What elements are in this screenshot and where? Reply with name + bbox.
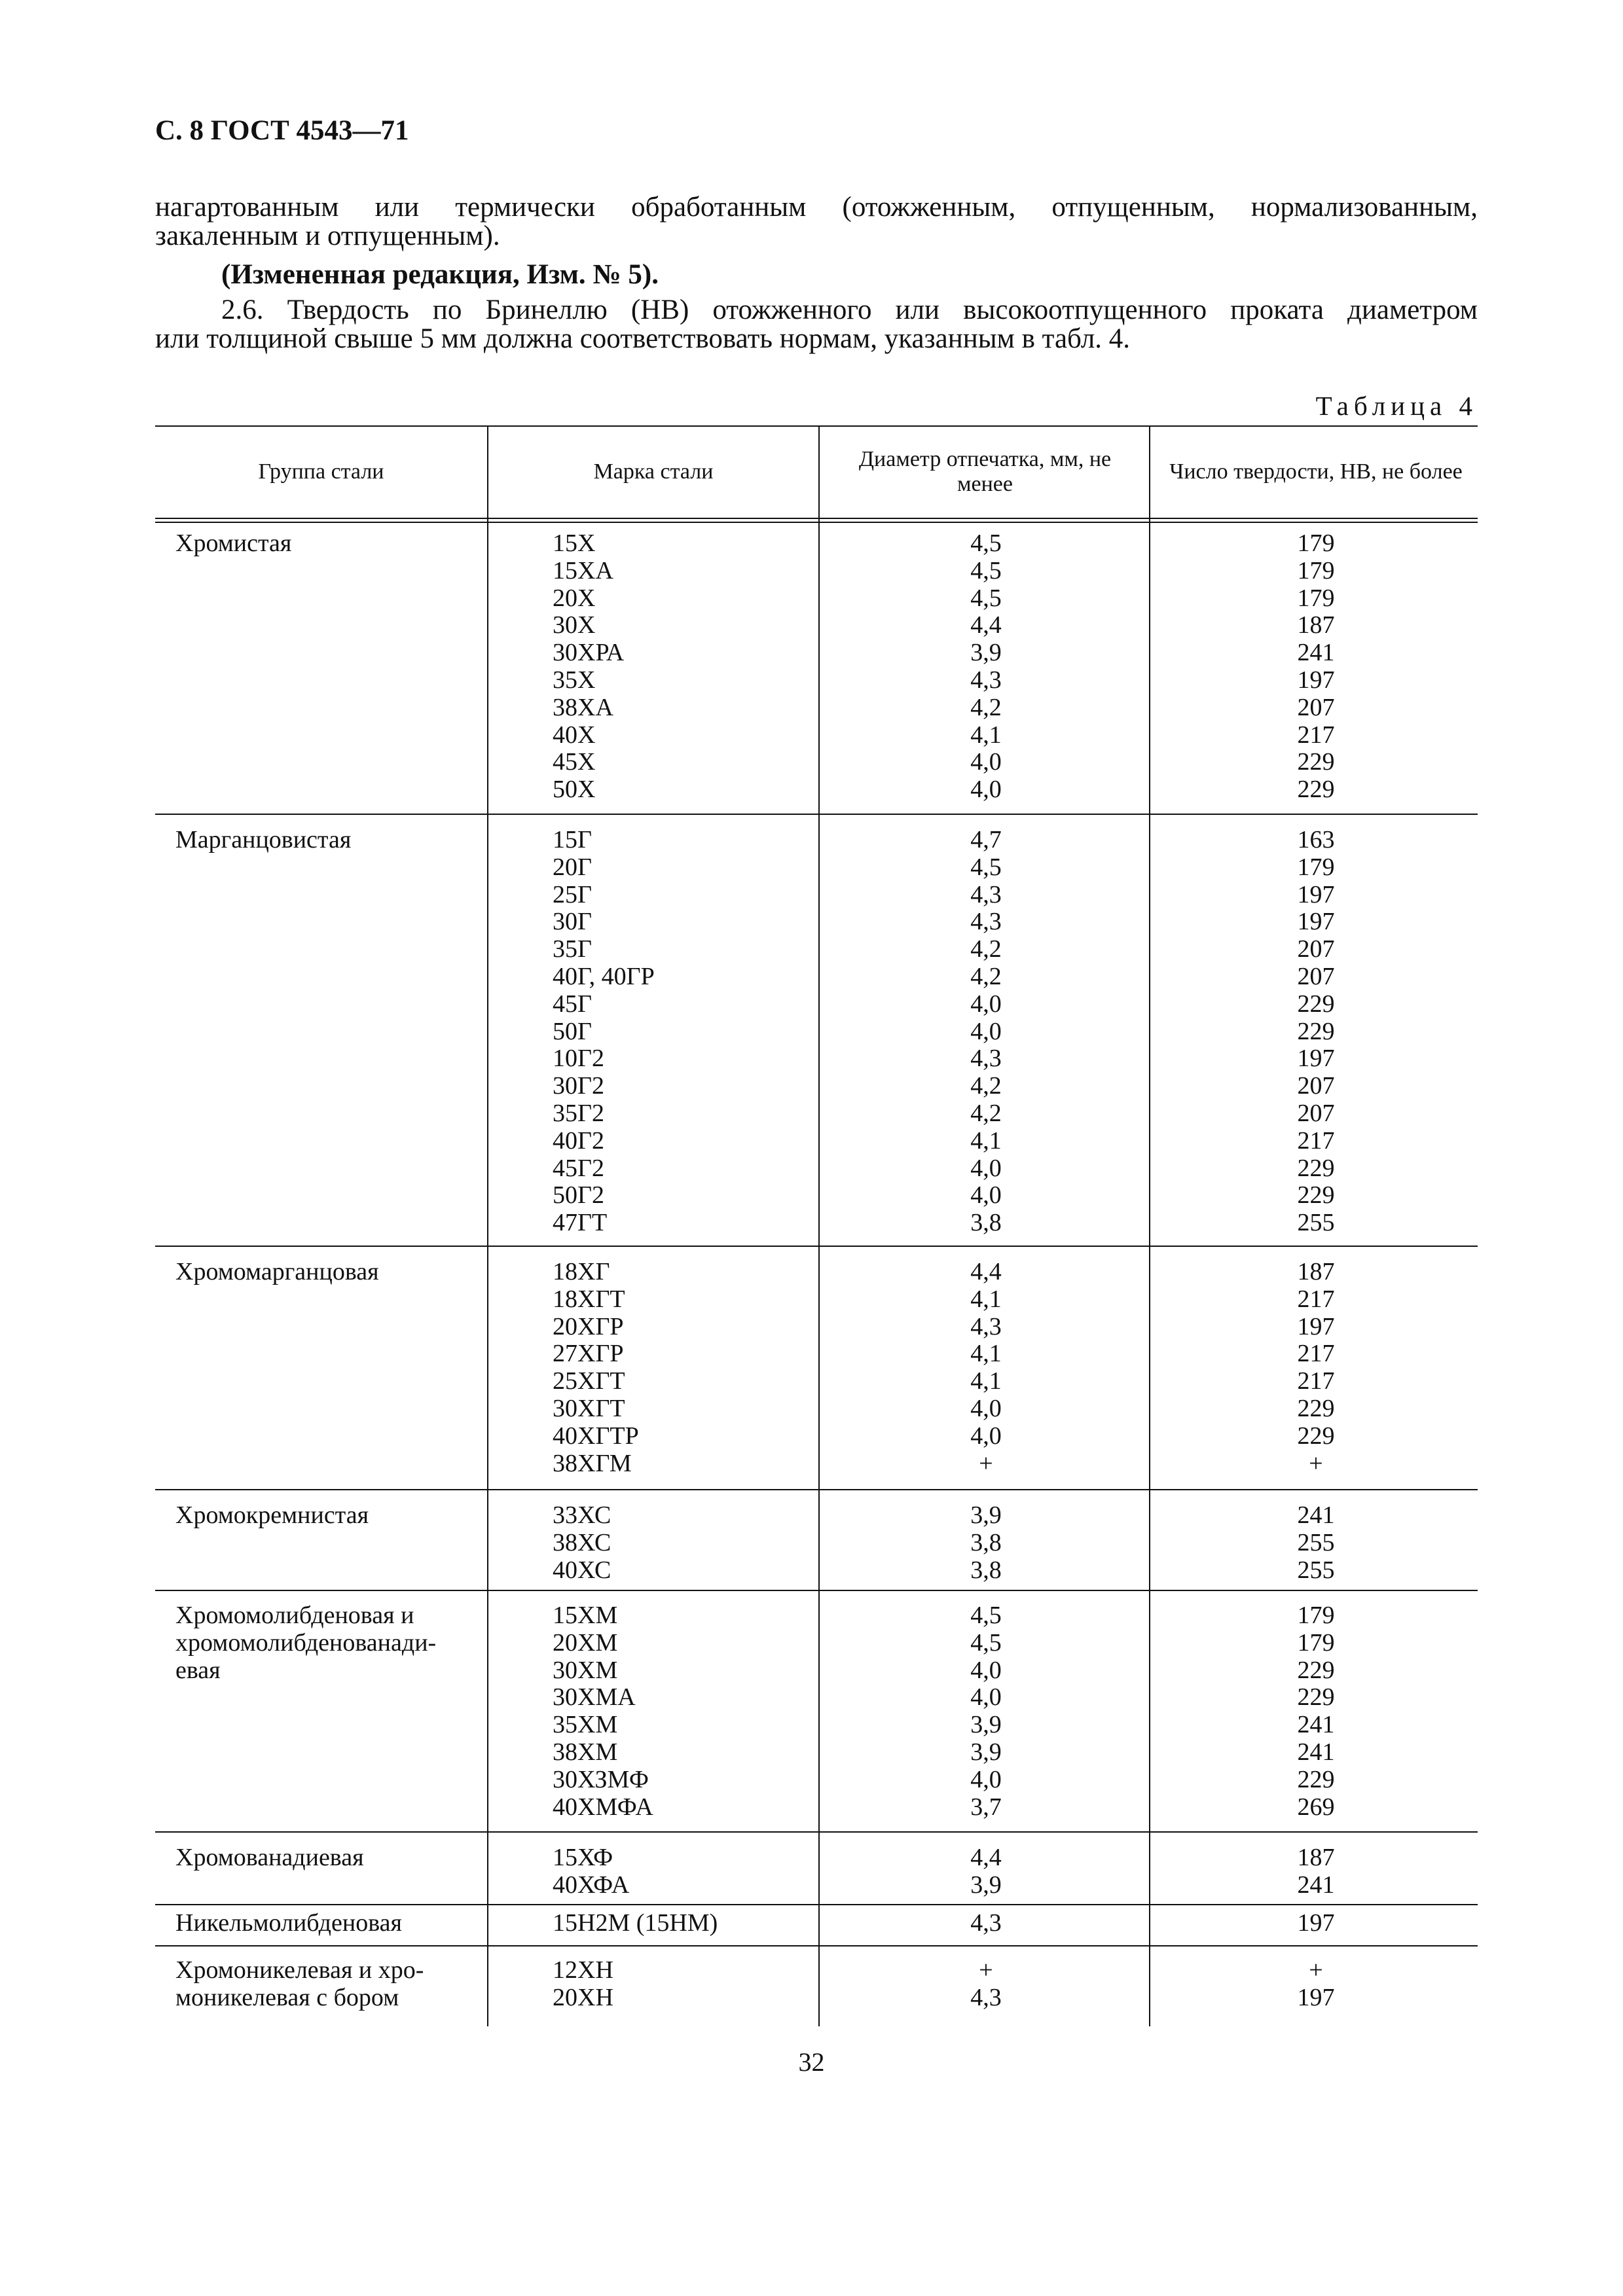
group-name: Хромомолибденовая и хромомолибденованади- евая [175,1602,437,1684]
group-separator [155,1590,1478,1591]
grade-list: 12ХН 20ХН [553,1956,613,2011]
grade-list: 15Х 15ХА 20Х 30Х 30ХРА 35Х 38ХА 40Х 45Х 50Х [553,529,625,804]
group-separator [155,1904,1478,1905]
header-diameter: Диаметр отпечатка, мм, не менее [858,447,1112,496]
hardness-list: 163 179 197 197 207 207 229 229 197 207 207 217 229 229 255 [1297,826,1335,1237]
diameter-list: 4,5 4,5 4,0 4,0 3,9 3,9 4,0 3,7 [970,1602,1002,1821]
group-name: Хромоникелевая и хро- моникелевая с бором [175,1956,424,2011]
diameter-list: 4,4 4,1 4,3 4,1 4,1 4,0 4,0 + [970,1258,1002,1477]
grade-list: 18ХГ 18ХГТ 20ХГР 27ХГР 25ХГТ 30ХГТ 40ХГТР 38ХГМ [553,1258,639,1477]
header-group: Группа стали [258,459,384,484]
paragraph-1-line-1: нагартованным или термически обработанным (отожженным, отпущенным, нормализованным, [155,192,1478,223]
hardness-list: 241 255 255 [1297,1501,1335,1584]
group-name: Никельмолибденовая [175,1909,403,1937]
grade-list: 33ХС 38ХС 40ХС [553,1501,611,1584]
group-name: Хромистая [175,529,292,557]
group-name: Хромокремнистая [175,1501,369,1529]
hardness-list: 179 179 229 229 241 241 229 269 [1297,1602,1335,1821]
diameter-list: 4,5 4,5 4,5 4,4 3,9 4,3 4,2 4,1 4,0 4,0 [970,529,1002,804]
document-header: С. 8 ГОСТ 4543—71 [155,115,409,146]
group-name: Хромомарганцовая [175,1258,379,1285]
table-caption: Таблица 4 [1315,391,1478,421]
group-separator [155,1489,1478,1490]
hardness-list: 187 217 197 217 217 229 229 + [1297,1258,1335,1477]
header-bottom-rule [155,518,1478,519]
column-divider-2 [818,425,820,2026]
hardness-list: + 197 [1297,1956,1335,2011]
diameter-list: 4,7 4,5 4,3 4,3 4,2 4,2 4,0 4,0 4,3 4,2 4,2 4,1 4,0 4,0 3,8 [970,826,1002,1237]
header-bottom-rule-2 [155,522,1478,523]
grade-list: 15Н2М (15НМ) [553,1909,718,1937]
amendment-note: (Измененная редакция, Изм. № 5). [221,259,659,290]
group-name: Хромованадиевая [175,1844,364,1871]
paragraph-1-line-2: закаленным и отпущенным). [155,221,500,251]
hardness-list: 187 241 [1297,1844,1335,1899]
diameter-list: 4,3 [970,1909,1002,1937]
page-number: 32 [798,2047,825,2077]
grade-list: 15ХФ 40ХФА [553,1844,630,1899]
group-separator [155,814,1478,815]
paragraph-2-line-2: или толщиной свыше 5 мм должна соответствовать нормам, указанным в табл. 4. [155,323,1131,354]
header-hardness: Число твердости, НВ, не более [1169,459,1463,484]
diameter-list: + 4,3 [970,1956,1002,2011]
header-grade: Марка стали [593,459,714,484]
hardness-list: 197 [1297,1909,1335,1937]
diameter-list: 4,4 3,9 [970,1844,1002,1899]
group-separator [155,1945,1478,1946]
column-divider-1 [487,425,488,2026]
group-separator [155,1831,1478,1833]
grade-list: 15Г 20Г 25Г 30Г 35Г 40Г, 40ГР 45Г 50Г 10Г2 30Г2 35Г2 40Г2 45Г2 50Г2 47ГТ [553,826,655,1237]
paragraph-2-line-1: 2.6. Твердость по Бринеллю (НВ) отожженного или высокоотпущенного проката диаметром [221,295,1478,325]
hardness-list: 179 179 179 187 241 197 207 217 229 229 [1297,529,1335,804]
diameter-list: 3,9 3,8 3,8 [970,1501,1002,1584]
grade-list: 15ХМ 20ХМ 30ХМ 30ХМА 35ХМ 38ХМ 30ХЗМФ 40ХМФА [553,1602,653,1821]
group-separator [155,1246,1478,1247]
group-name: Марганцовистая [175,826,352,853]
